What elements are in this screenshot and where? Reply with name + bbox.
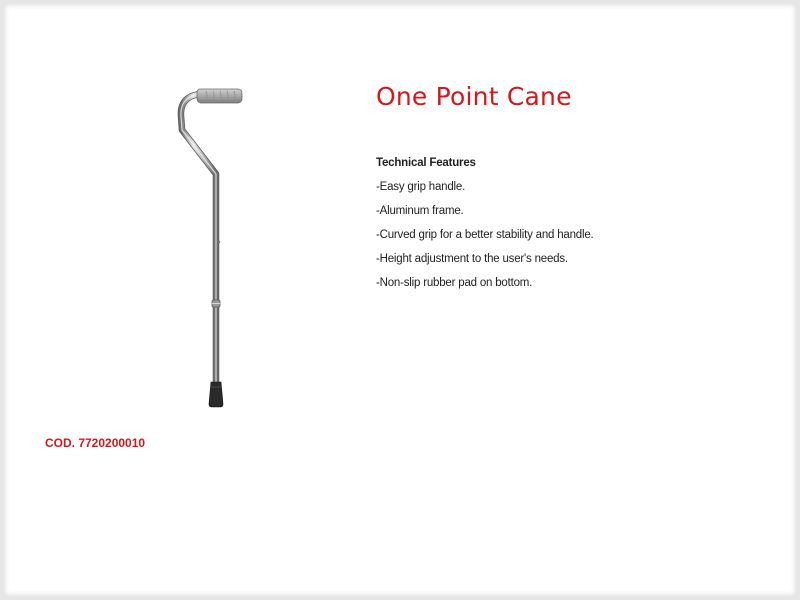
feature-item: -Easy grip handle. [376,181,466,193]
features-heading: Technical Features [376,157,476,169]
technical-features [376,155,594,299]
cane-icon [164,82,264,412]
feature-list [376,179,594,299]
product-title: One Point Cane [376,82,572,111]
cane-image [164,82,264,412]
feature-item: -Curved grip for a better stability and handle. [376,229,594,241]
feature-item: -Non-slip rubber pad on bottom. [376,277,533,289]
product-code: COD. 7720200010 [45,436,146,450]
feature-item: -Height adjustment to the user's needs. [376,253,568,265]
feature-item: -Aluminum frame. [376,205,464,217]
